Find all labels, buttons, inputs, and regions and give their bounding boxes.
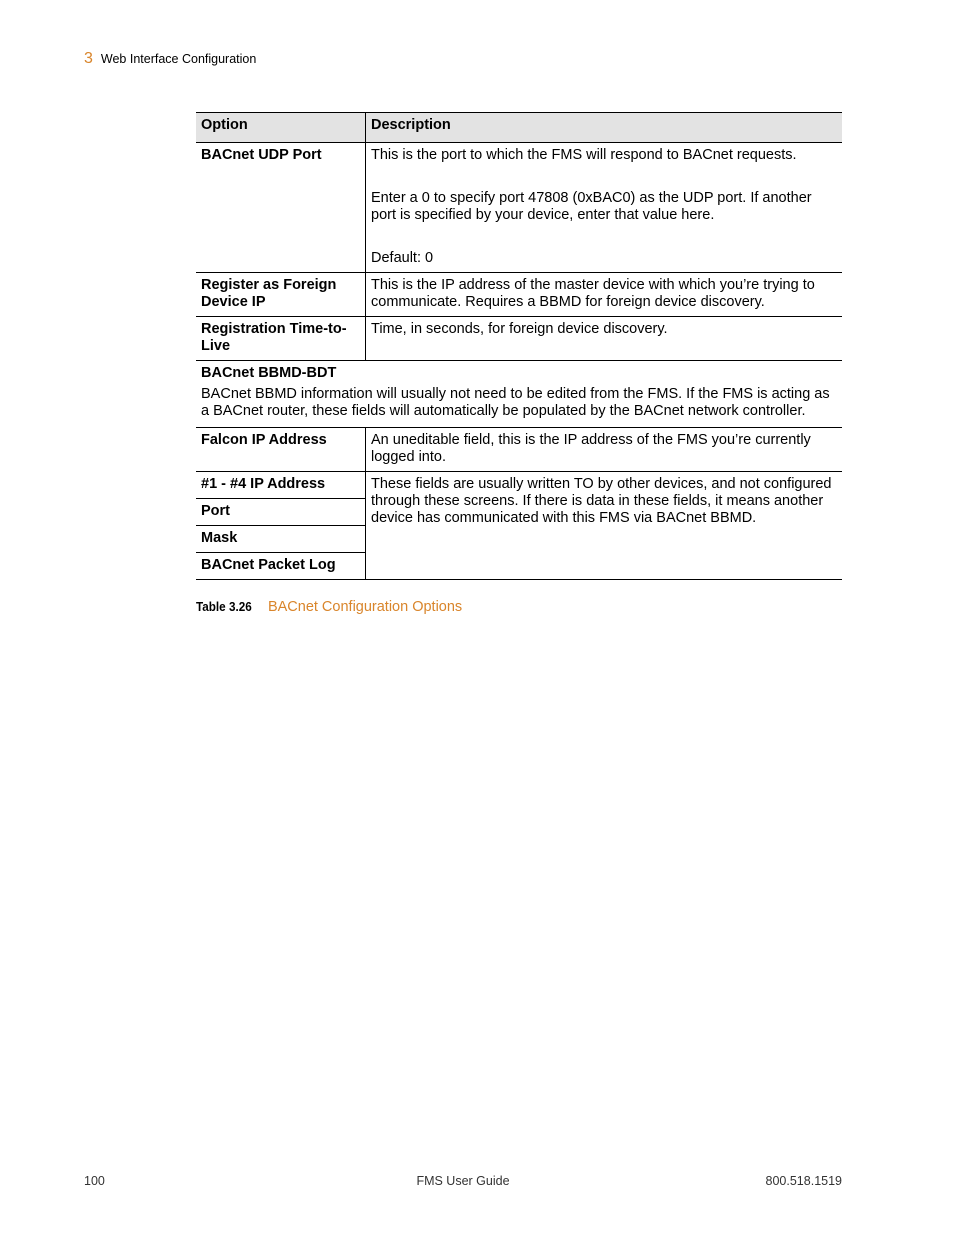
section-title: BACnet BBMD-BDT xyxy=(201,365,337,381)
option-description: These fields are usually written TO by other devices, and not configured through these screens. If there is data in these fields, it means another device has communicated with this FMS via BACnet BBMD. xyxy=(366,472,843,580)
section-text: BACnet BBMD information will usually not need to be edited from the FMS. If the FMS is acting as a BACnet router, these fields will automatically be populated by the BACnet network controller. xyxy=(201,386,830,419)
option-description xyxy=(366,143,843,273)
option-description: An uneditable field, this is the IP address of the FMS you’re currently logged into. xyxy=(366,428,843,472)
description-line: Enter a 0 to specify port 47808 (0xBAC0) as the UDP port. If another port is specified by your device, enter that value here. xyxy=(371,190,812,223)
chapter-number: 3 xyxy=(84,50,93,67)
description-line: This is the port to which the FMS will respond to BACnet requests. xyxy=(371,147,797,163)
description-line: Time, in seconds, for foreign device discovery. xyxy=(371,321,668,337)
option-name: Port xyxy=(196,499,366,526)
table-row xyxy=(196,428,842,472)
footer-title: FMS User Guide xyxy=(416,1174,510,1188)
option-description xyxy=(366,317,843,361)
option-name: Register as Foreign Device IP xyxy=(196,273,366,317)
options-table xyxy=(196,112,842,580)
table-row xyxy=(196,472,842,499)
description-line: This is the IP address of the master device with which you’re trying to communicate. Requires a BBMD for foreign device discovery. xyxy=(371,277,815,310)
table-row xyxy=(196,273,842,317)
option-name: #1 - #4 IP Address xyxy=(196,472,366,499)
table-row xyxy=(196,143,842,273)
chapter-title: Web Interface Configuration xyxy=(100,52,257,66)
table-header-row xyxy=(196,113,842,143)
page-number: 100 xyxy=(84,1174,105,1188)
section-row xyxy=(196,361,842,428)
table-caption xyxy=(196,599,462,615)
section-cell xyxy=(196,361,842,428)
option-name: BACnet Packet Log xyxy=(196,553,366,580)
option-name: Mask xyxy=(196,526,366,553)
table-row xyxy=(196,317,842,361)
column-header-option: Option xyxy=(196,113,366,143)
option-name: BACnet UDP Port xyxy=(196,143,366,273)
option-description xyxy=(366,273,843,317)
caption-label: Table 3.26 xyxy=(196,599,252,614)
column-header-description: Description xyxy=(366,113,843,143)
running-header xyxy=(84,50,256,68)
caption-text: BACnet Configuration Options xyxy=(267,599,463,615)
description-line: Default: 0 xyxy=(371,250,434,266)
option-name: Registration Time-to-Live xyxy=(196,317,366,361)
footer-phone: 800.518.1519 xyxy=(765,1174,842,1188)
option-name: Falcon IP Address xyxy=(196,428,366,472)
